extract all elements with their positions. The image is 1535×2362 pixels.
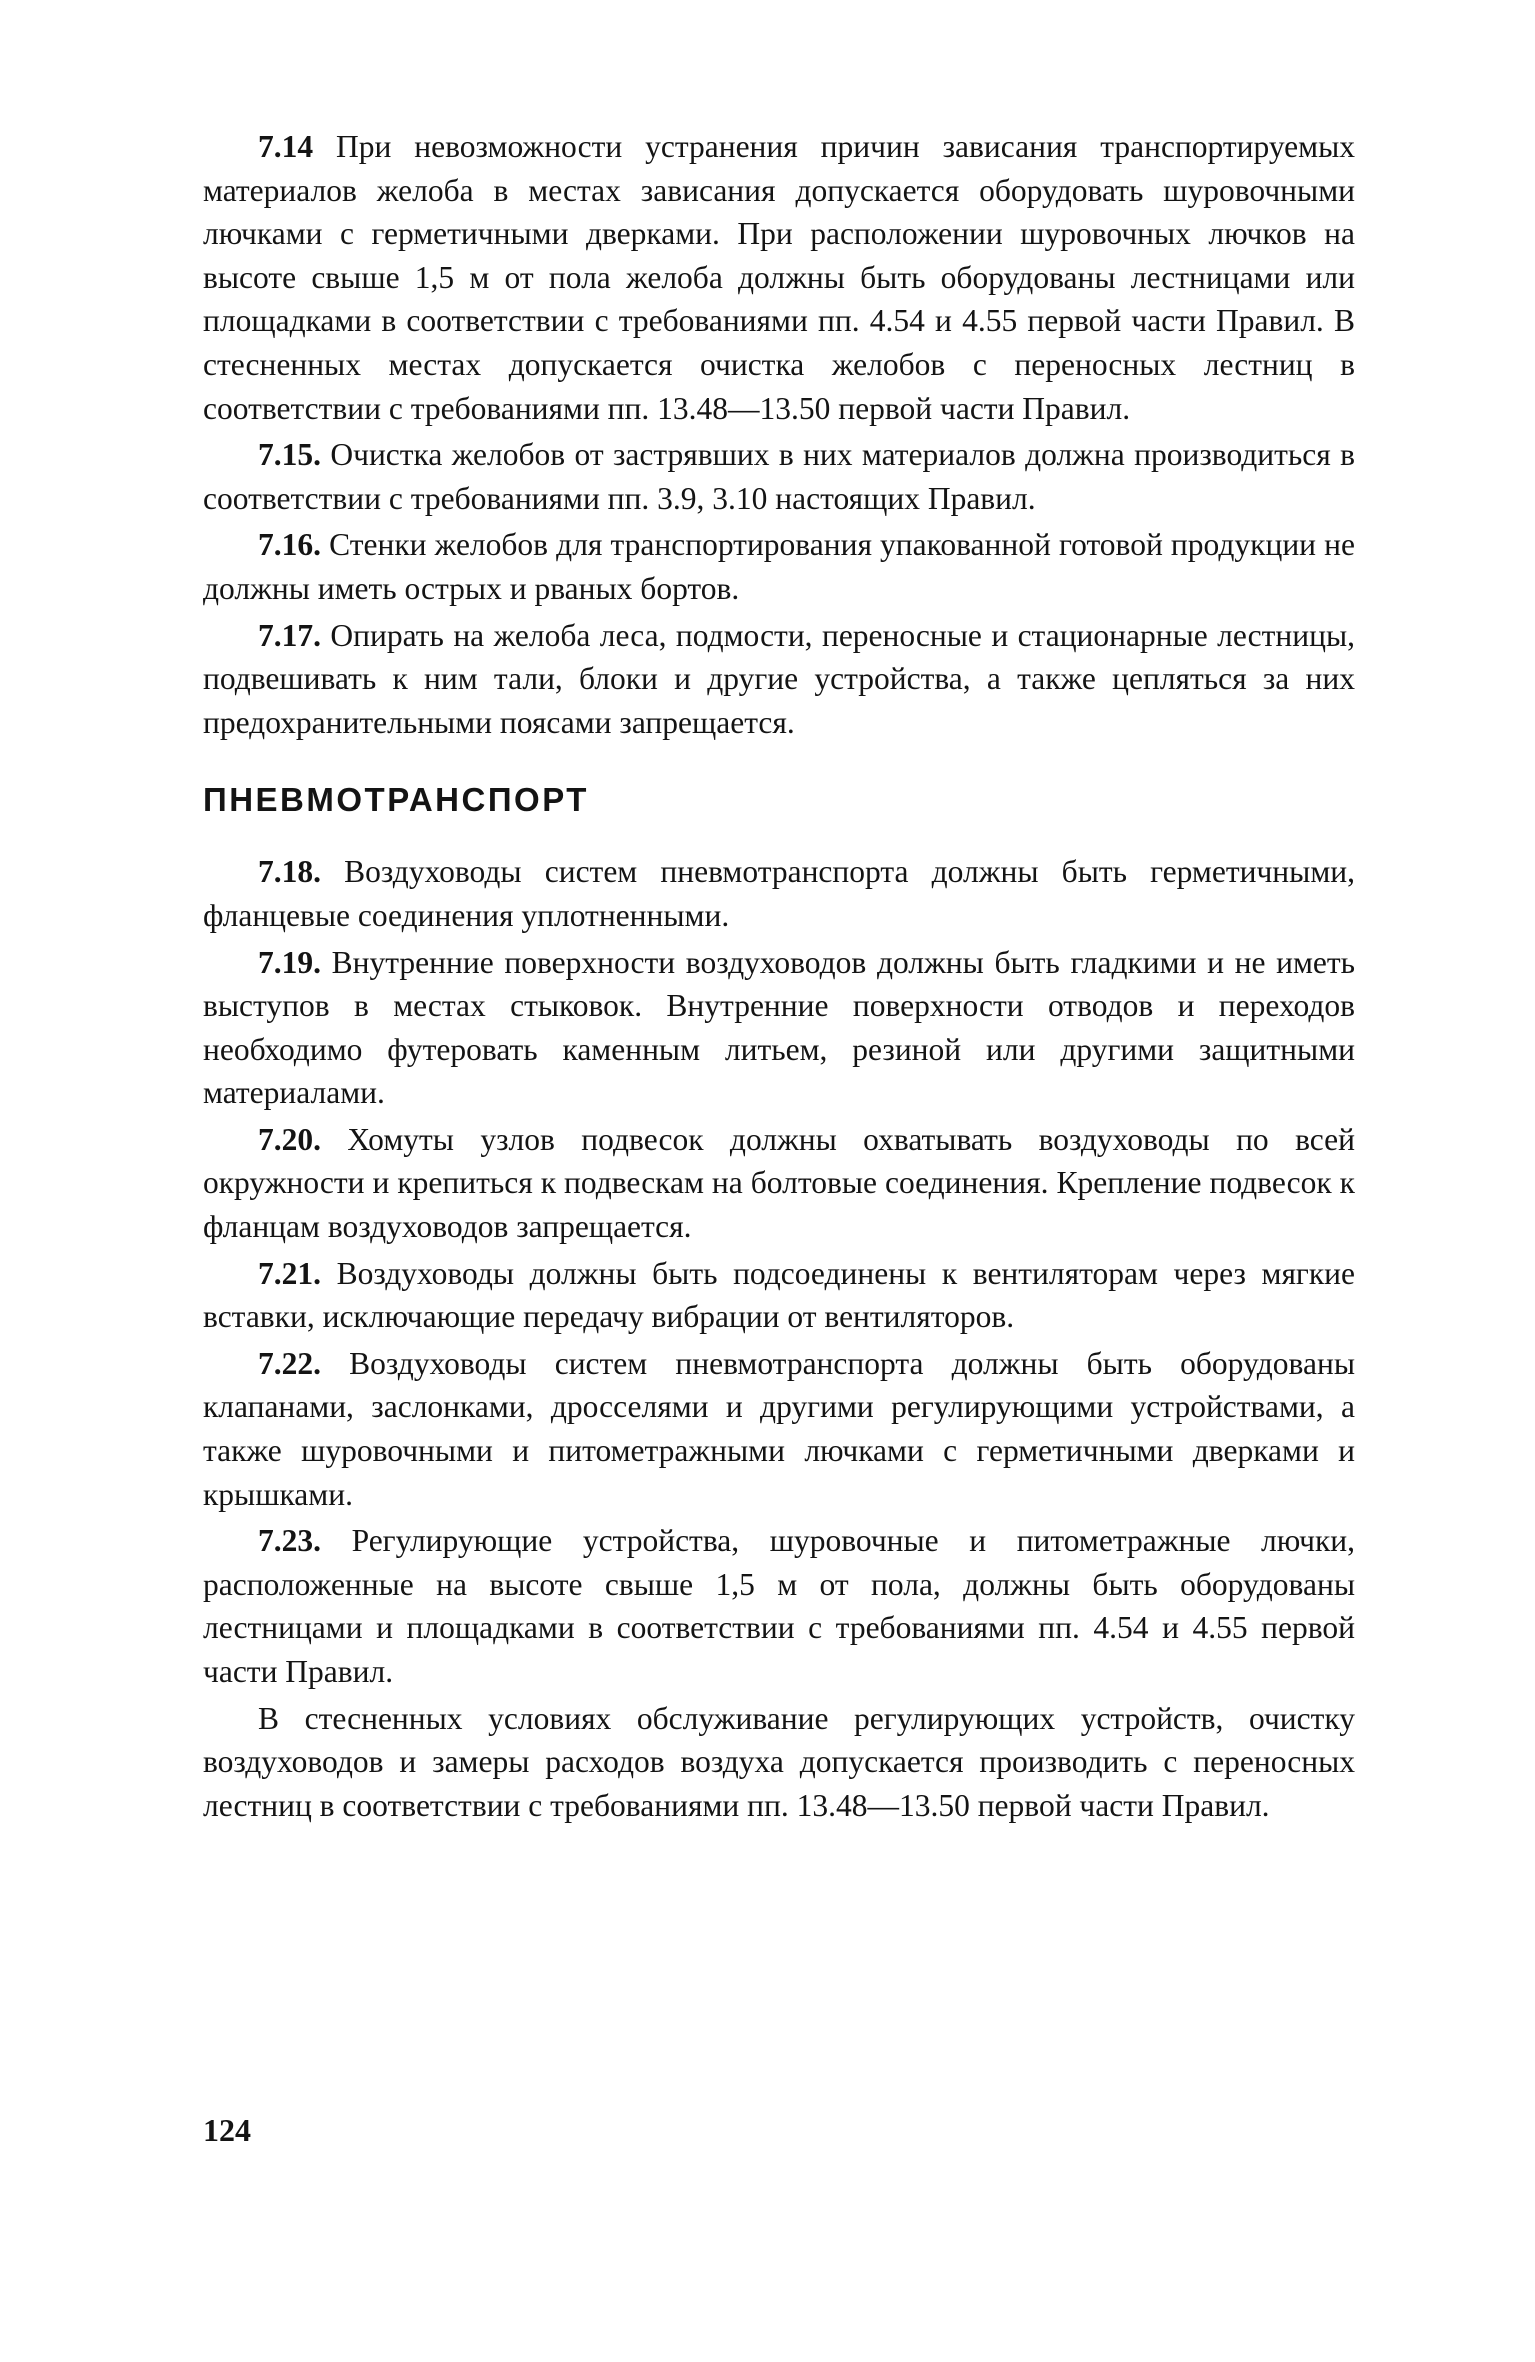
clause-text: Опирать на желоба леса, подмости, переносные и стационарные лестницы, подвешивать к ним тали, блоки и другие устройства, а также цепляться за них предохранительными поясами запрещается. — [203, 617, 1355, 740]
clause-text: Внутренние поверхности воздуховодов должны быть гладкими и не иметь выступов в местах стыковок. Внутренние поверхности отводов и переходов необходимо футеровать каменным литьем, резиной или другими защитными материалами. — [203, 944, 1355, 1111]
clause-number: 7.20. — [258, 1121, 321, 1157]
clause-number: 7.17. — [258, 617, 321, 653]
clause-number: 7.14 — [258, 129, 314, 164]
clause-text: Воздуховоды систем пневмотранспорта должны быть герметичными, фланцевые соединения уплотненными. — [203, 854, 1355, 933]
page-number: 124 — [203, 2112, 251, 2148]
paragraph-7-20 — [203, 1118, 1355, 1249]
section-heading: ПНЕВМОТРАНСПОРТ — [203, 781, 589, 819]
paragraph-7-22 — [203, 1342, 1355, 1516]
document-page — [203, 125, 1355, 1830]
clause-number: 7.18. — [258, 854, 321, 890]
clause-number: 7.16. — [258, 527, 321, 563]
paragraph-7-23-continuation — [203, 1697, 1355, 1828]
clause-text: Стенки желобов для транспортирования упакованной готовой продукции не должны иметь острых и рваных бортов. — [203, 527, 1355, 606]
clause-number: 7.19. — [258, 944, 321, 980]
clause-text: При невозможности устранения причин зависания транспортируемых материалов желоба в местах зависания допускается оборудовать шуровочными лючками с герметичными дверками. При расположении шуровочных лючков на высоте свыше 1,5 м от пола желоба должны быть оборудованы лестницами или площадками в соответствии с требованиями пп. 4.54 и 4.55 первой части Правил. В стесненных местах допускается очистка желобов с переносных лестниц в соответствии с требованиями пп. 13.48—13.50 первой части Правил. — [203, 129, 1355, 426]
clause-number: 7.22. — [258, 1345, 321, 1381]
paragraph-7-19 — [203, 941, 1355, 1115]
paragraph-7-15 — [203, 433, 1355, 520]
clause-number: 7.15. — [258, 437, 321, 473]
clause-number: 7.21. — [258, 1255, 321, 1291]
clause-number: 7.23. — [258, 1523, 321, 1559]
paragraph-7-18 — [203, 850, 1355, 937]
paragraph-7-23 — [203, 1519, 1355, 1693]
clause-text: Хомуты узлов подвесок должны охватывать воздуховоды по всей окружности и крепиться к подвескам на болтовые соединения. Крепление подвесок к фланцам воздуховодов запрещается. — [203, 1121, 1355, 1245]
clause-text: В стесненных условиях обслуживание регулирующих устройств, очистку воздуховодов и замеры расходов воздуха допускается производить с переносных лестниц в соответствии с требованиями пп. 13.48—13.50 первой части Правил. — [203, 1700, 1355, 1823]
clause-text: Воздуховоды должны быть подсоединены к вентиляторам через мягкие вставки, исключающие передачу вибрации от вентиляторов. — [203, 1255, 1355, 1335]
clause-text: Очистка желобов от застрявших в них материалов должна производиться в соответствии с требованиями пп. 3.9, 3.10 настоящих Правил. — [203, 437, 1355, 516]
paragraph-7-21 — [203, 1252, 1355, 1339]
clause-text: Воздуховоды систем пневмотранспорта должны быть оборудованы клапанами, заслонками, дросселями и другими регулирующими устройствами, а также шуровочными и питометражными лючками с герметичными дверками и крышками. — [203, 1345, 1355, 1512]
clause-text: Регулирующие устройства, шуровочные и питометражные лючки, расположенные на высоте свыше 1,5 м от пола, должны быть оборудованы лестницами и площадками в соответствии с требованиями пп. 4.54 и 4.55 первой части Правил. — [203, 1523, 1355, 1689]
paragraph-7-14 — [203, 125, 1355, 430]
paragraph-7-16 — [203, 523, 1355, 610]
paragraph-7-17 — [203, 614, 1355, 745]
